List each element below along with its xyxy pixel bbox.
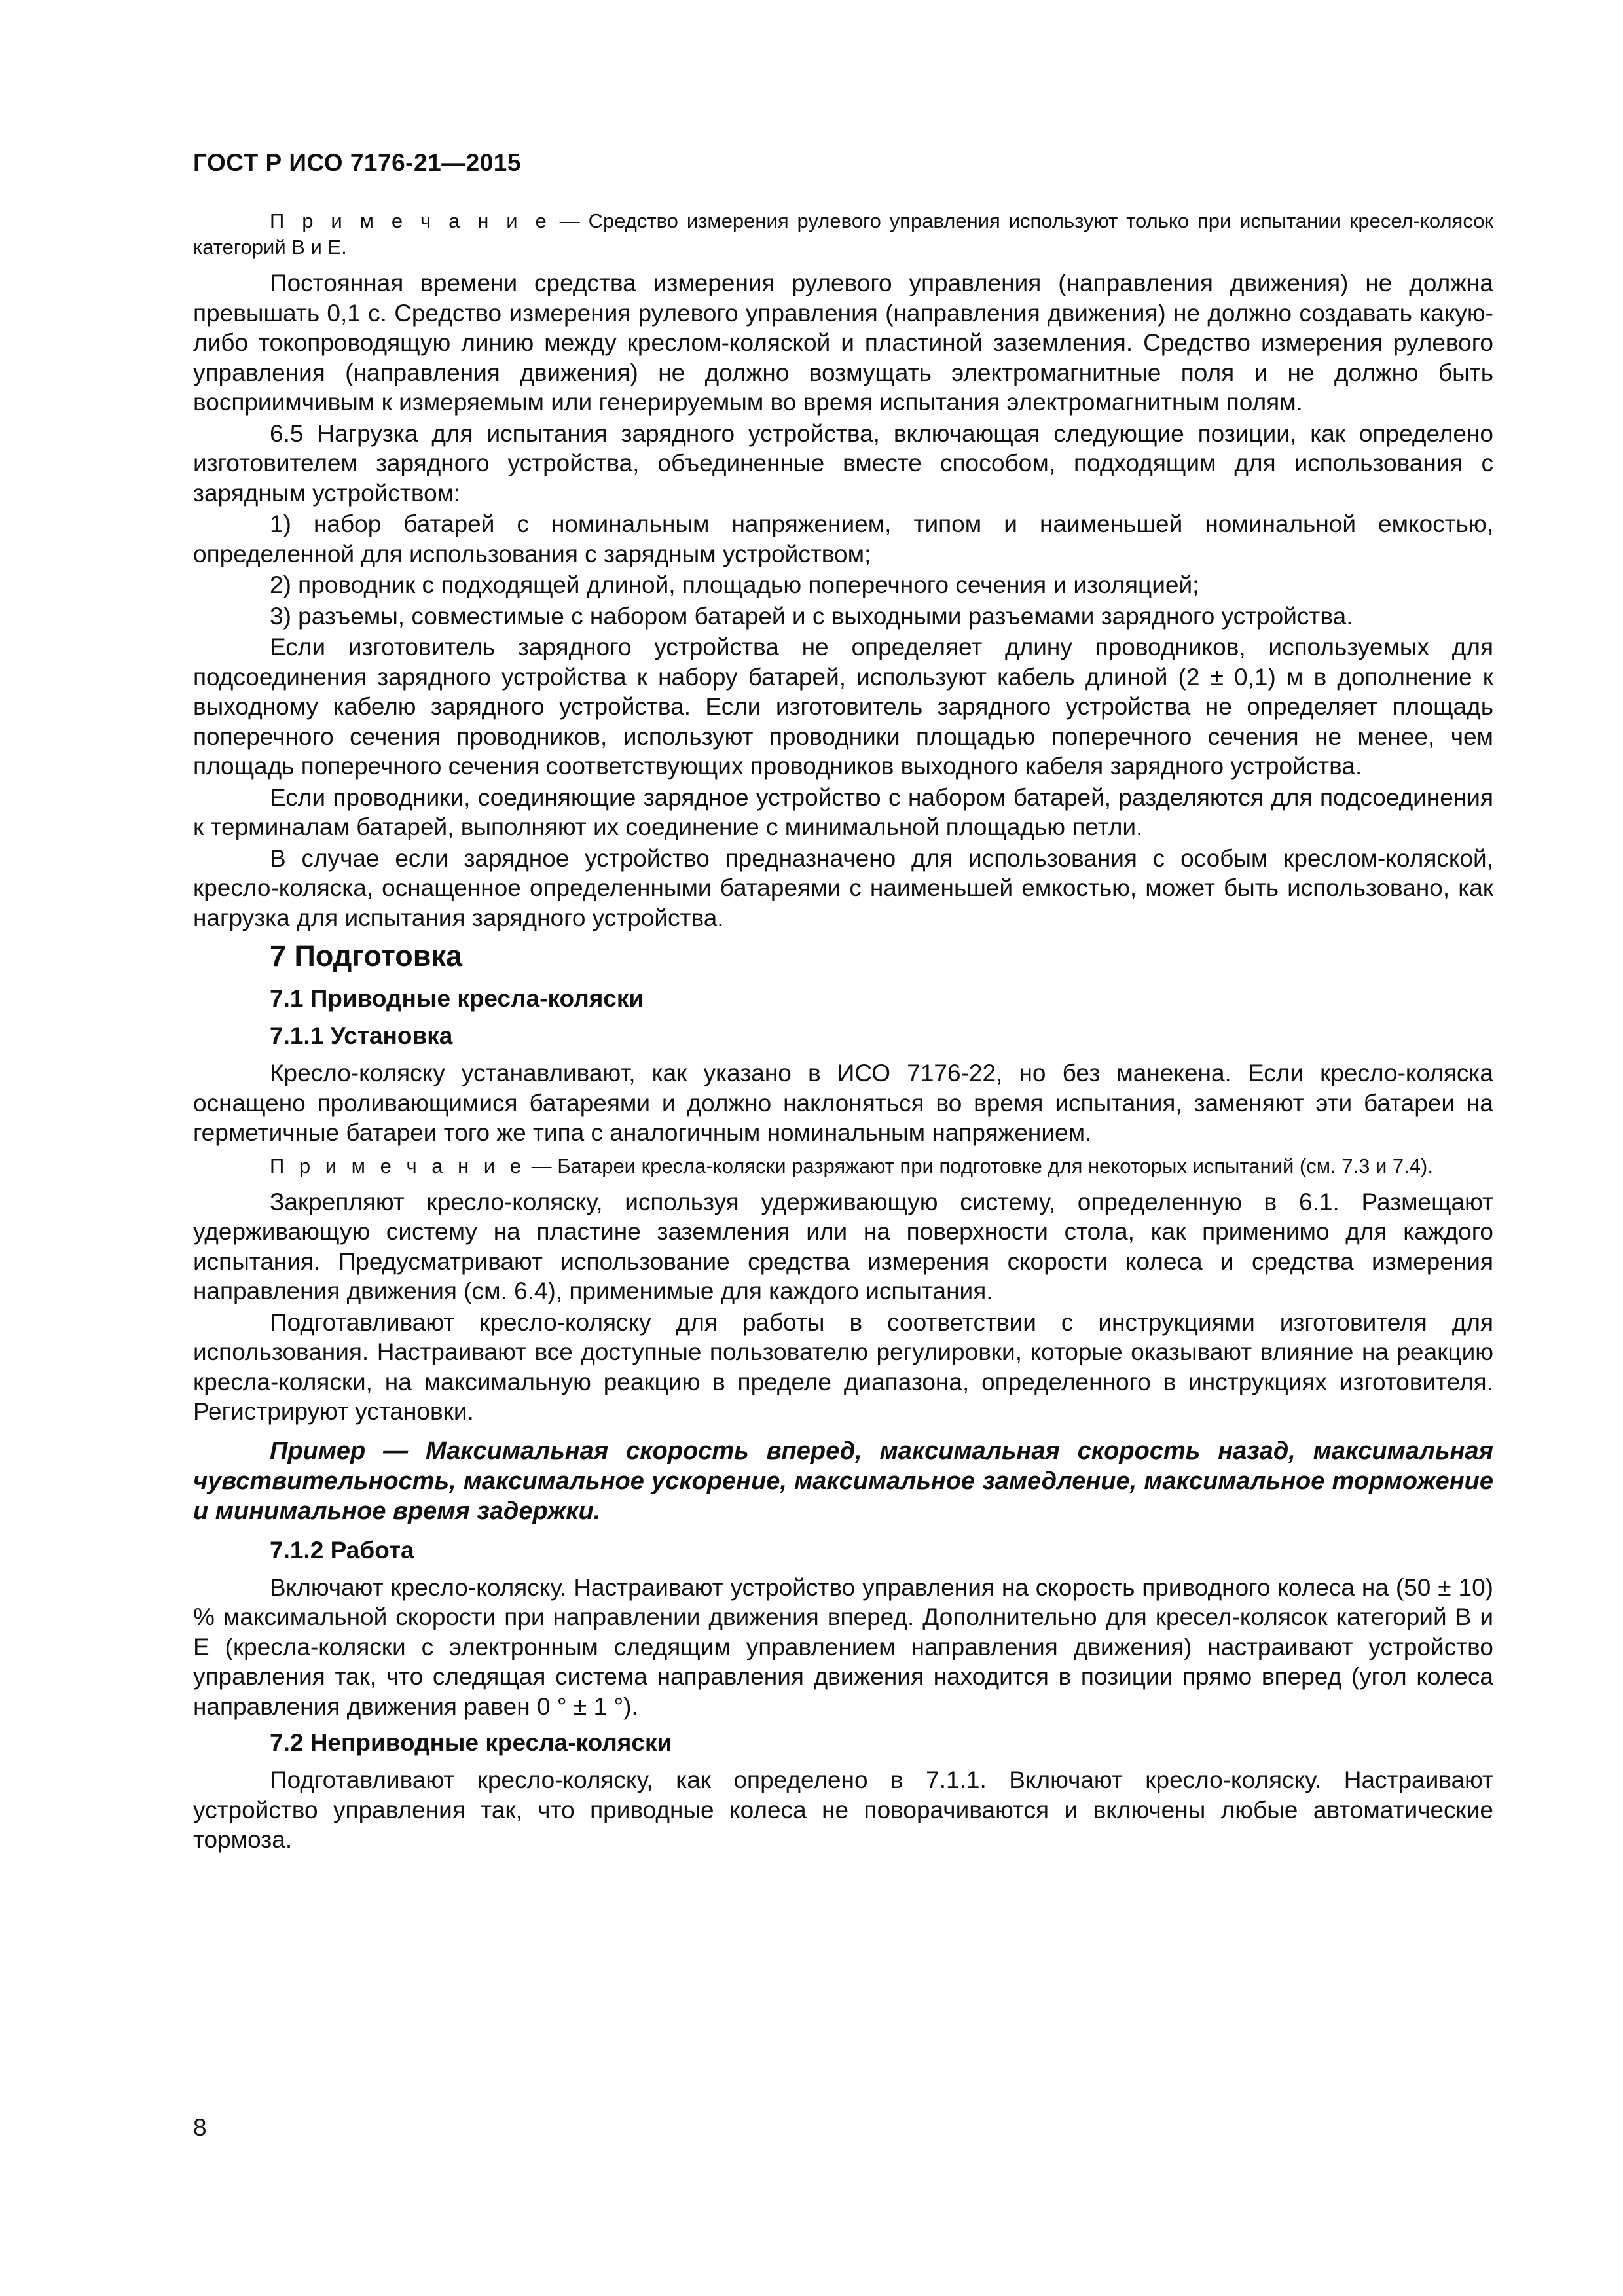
subsection-heading: 7.1.2 Работа: [270, 1536, 414, 1564]
note-label: П р и м е ч а н и е: [270, 1154, 526, 1177]
document-standard-title: ГОСТ Р ИСО 7176-21—2015: [193, 149, 521, 176]
list-item: 3) разъемы, совместимые с набором батарей и с выходными разъемами зарядного устройства.: [270, 602, 1353, 630]
body-paragraph: Включают кресло-коляску. Настраивают устройство управления на скорость приводного колеса на (50 ± 10) % максимальной скорости при направлении движения вперед. Дополнительно для кресел-колясок категорий В и Е (кресла-коляски с электронным следящим управлением направления движения) настраивают устройство управления так, что следящая система направления движения находится в позиции прямо вперед (угол колеса направления движения равен 0 ° ± 1 °).: [193, 1573, 1493, 1720]
subsection-heading: 7.1.1 Установка: [270, 1022, 453, 1049]
body-paragraph: Если изготовитель зарядного устройства не определяет длину проводников, используемых для подсоединения зарядного устройства к набору батарей, используют кабель длиной (2 ± 0,1) м в дополнение к выходному кабелю зарядного устройства. Если изготовитель зарядного устройства не определяет площадь поперечного сечения проводников, используют проводники площадью поперечного сечения не менее, чем площадь поперечного сечения соответствующих проводников выходного кабеля зарядного устройства.: [193, 634, 1493, 780]
body-paragraph: Если проводники, соединяющие зарядное устройство с набором батарей, разделяются для подсоединения к терминалам батарей, выполняют их соединение с минимальной площадью петли.: [193, 783, 1493, 840]
section-heading: 7 Подготовка: [270, 939, 462, 973]
body-paragraph: В случае если зарядное устройство предназначено для использования с особым креслом-коляской, кресло-коляска, оснащенное определенными батареями с наименьшей емкостью, может быть использовано, как нагрузка для испытания зарядного устройства.: [193, 844, 1493, 931]
body-paragraph: Подготавливают кресло-коляску для работы в соответствии с инструкциями изготовителя для использования. Настраивают все доступные пользователю регулировки, которые оказывают влияние на реакцию кресла-коляски, на максимальную реакцию в пределе диапазона, определенного в инструкциях изготовителя. Регистрируют установки.: [193, 1308, 1493, 1425]
list-item: 1) набор батарей с номинальным напряжением, типом и наименьшей номинальной емкостью, определенной для использования с зарядным устройством;: [193, 511, 1493, 567]
example-paragraph: Пример — Максимальная скорость вперед, максимальная скорость назад, максимальная чувствительность, максимальное ускорение, максимальное замедление, максимальное торможение и минимальное время задержки.: [193, 1437, 1493, 1525]
document-body: [193, 208, 1493, 1856]
note-text: — Батареи кресла-коляски разряжают при подготовке для некоторых испытаний (см. 7.3 и 7.4).: [525, 1154, 1433, 1177]
page-number: 8: [193, 2114, 207, 2141]
note-text: — Средство измерения рулевого управления используют только при испытании кресел-колясок категорий В и Е.: [193, 209, 1493, 259]
subsection-heading: 7.2 Неприводные кресла-коляски: [270, 1729, 672, 1756]
subsection-heading: 7.1 Приводные кресла-коляски: [270, 985, 644, 1012]
body-paragraph: 6.5 Нагрузка для испытания зарядного устройства, включающая следующие позиции, как определено изготовителем зарядного устройства, объединенные вместе способом, подходящим для использования с зарядным устройством:: [193, 420, 1493, 507]
note-paragraph: [193, 208, 1493, 260]
body-paragraph: Закрепляют кресло-коляску, используя удерживающую систему, определенную в 6.1. Размещают удерживающую систему на пластине заземления или на поверхности стола, как применимо для каждого испытания. Предусматривают использование средства измерения скорости колеса и средства измерения направления движения (см. 6.4), применимые для каждого испытания.: [193, 1188, 1493, 1304]
list-item: 2) проводник с подходящей длиной, площадью поперечного сечения и изоляцией;: [270, 571, 1199, 598]
body-paragraph: Кресло-коляску устанавливают, как указано в ИСО 7176-22, но без манекена. Если кресло-коляска оснащено проливающимися батареями и должно наклоняться во время испытания, заменяют эти батареи на герметичные батареи того же типа с аналогичным номинальным напряжением.: [193, 1060, 1493, 1146]
body-paragraph: Постоянная времени средства измерения рулевого управления (направления движения) не должна превышать 0,1 с. Средство измерения рулевого управления (направления движения) не должно создавать какую-либо токопроводящую линию между креслом-коляской и пластиной заземления. Средство измерения рулевого управления (направления движения) не должно возмущать электромагнитные поля и не должно быть восприимчивым к измеряемым или генерируемым во время испытания электромагнитным полям.: [193, 270, 1493, 416]
note-paragraph: [193, 1153, 1493, 1179]
body-paragraph: Подготавливают кресло-коляску, как определено в 7.1.1. Включают кресло-коляску. Настраивают устройство управления так, что приводные колеса не поворачиваются и включены любые автоматические тормоза.: [193, 1767, 1493, 1853]
note-label: П р и м е ч а н и е: [270, 209, 551, 232]
